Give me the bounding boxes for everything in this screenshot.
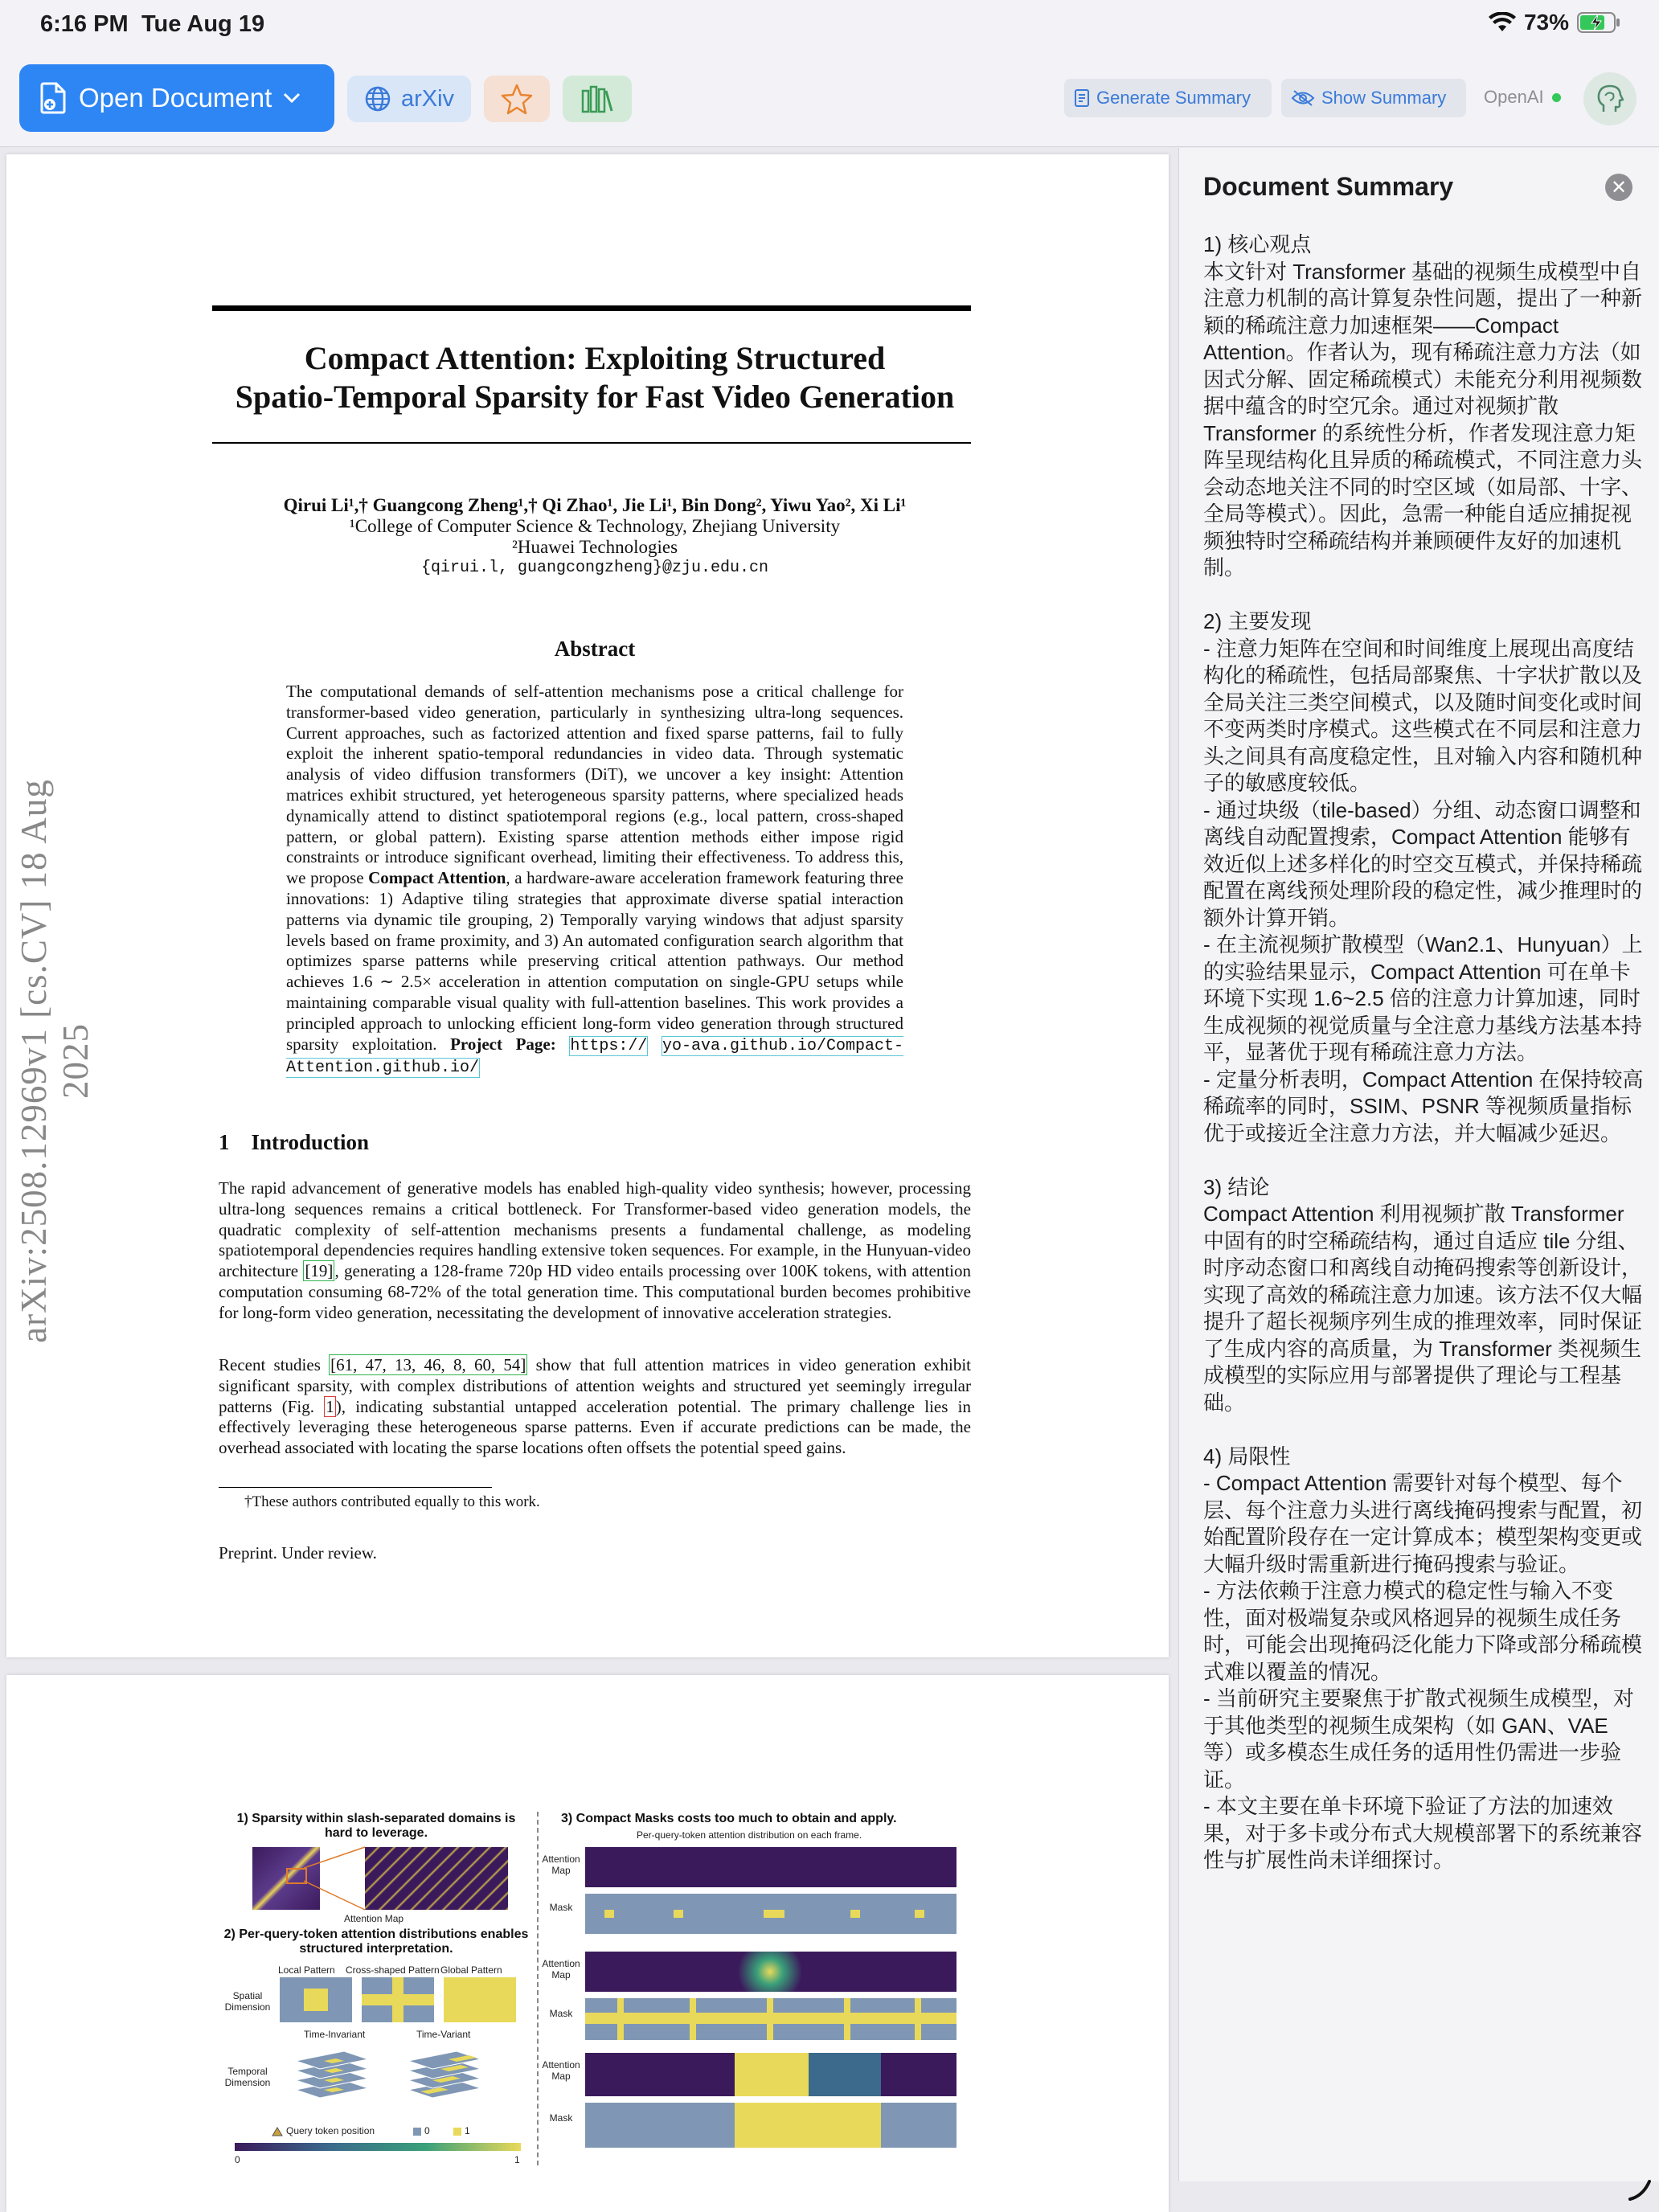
global-pattern-tile bbox=[444, 1977, 516, 2022]
temporal-stacks bbox=[280, 2042, 521, 2108]
author-email: {qirui.l, guangcongzheng}@zju.edu.cn bbox=[420, 559, 769, 577]
abstract-text-a: The computational demands of self-attention mechanisms pose a critical challenge for transformer-based video generation, particularly in synthesizing ultra-long sequences. Current approaches, such as factorized attention and fixed sparse patterns, fail to fully exploit the inherent spatio-temporal redundancies in video data. Through systematic analysis of video diffusion transformers (DiT), we uncover a key insight: Attention matrices exhibit structured, yet heterogeneous sparsity patterns, where specialized heads dynamically attend to distinct spatiotemporal regions (e.g., local pattern, cross-shaped pattern, or global pattern). Existing sparse attention methods either impose rigid constraints or introduce significant overhead, limiting their effectiveness. To address this, we propose bbox=[286, 682, 903, 888]
summary-content: 1) 核心观点 本文针对 Transformer 基础的视频生成模型中自注意力机制的高计算复杂性问题，提出了一种新颖的稀疏注意力加速框架——Compact Attention。作者认为，现有稀疏注意力方法（如因式分解、固定稀疏模式）未能充分利用视频数据中蕴含的时空冗余。通过对视频扩散 Transformer 的系统性分析，作者发现注意力矩阵呈现结构化且异质的稀疏模式，不同注意力头会动态地关注不同的时空区域（如局部、十字、全局等模式）。因此，急需一种能自适应捕捉视频独特时空稀疏结构并兼顾硬件友好的加速机制。 2) 主要发现 - 注意力矩阵在空间和时间维度上展现出高度结构化的稀疏性，包括局部聚焦、十字状扩散以及全局关注三类空间模式，以及随时间变化或时间不变两类时序模式。这些模式在不同层和注意力头之间具有高度稳定性，且对输入内容和随机种子的敏感度较低。 - 通过块级（tile-based）分组、动态窗口调整和离线自动配置搜索，Compact Attention 能够有效近似上述多样化的时空交互模式，并保持稀疏配置在离线预处理阶段的稳定性，减少推理时的额外计算开销。 - 在主流视频扩散模型（Wan2.1、Hunyuan）上的实验结果显示，Compact Attention 可在单卡环境下实现 1.6~2.5 倍的注意力计算加速，同时生成视频的视觉质量与全注意力基线方法基本持平，显著优于现有稀疏注意力方法。 - 定量分析表明，Compact Attention 在保持较高稀疏率的同时，SSIM、PSNR 等视频质量指标优于或接近全注意力方法，并大幅减少延迟。 3) 结论 Compact Attention 利用视频扩散 Transformer 中固有的时空稀疏结构，通过自适应 tile 分组、时序动态窗口和离线自动掩码搜索等创新设计，实现了高效的稀疏注意力加速。该方法不仅大幅提升了超长视频序列生成的推理效率，同时保证了生成内容的高质量，为 Transformer 类视频生成模型的实际应用与部署提供了理论与工程基础。 4) 局限性 - Compact Attention 需要针对每个模型、每个层、每个注意力头进行离线掩码搜索与配置，初始配置阶段存在一定计算成本；模型架构变更或大幅升级时需重新进行掩码搜索与验证。 - 方法依赖于注意力模式的稳定性与输入不变性，面对极端复杂或风格迥异的视频生成任务时，可能会出现掩码泛化能力下降或部分稀疏模式难以覆盖的情况。 - 当前研究主要聚焦于扩散式视频生成模型，对于其他类型的视频生成架构（如 GAN、VAE 等）或多模态生成任务的适用性仍需进一步验证。 - 本文主要在单卡环境下验证了方法的加速效果，对于多卡或分布式大规模部署下的系统兼容性与扩展性尚未详细探讨。 bbox=[1203, 232, 1644, 1872]
legend-1-label: 1 bbox=[465, 2125, 470, 2136]
abstract-text-b: , a hardware-aware acceleration framework featuring three innovations: 1) Adaptive tiling strategies that approximate diverse spatial interaction patterns via dynamic tile grouping, 2) Temporally varying windows that adjust sparsity levels based on frame proximity, and 3) An automated configuration search algorithm that optimizes sparse patterns while preserving critical attention pathways. Our method achieves 1.6 ∼ 2.5× acceleration in attention computation on single-GPU setups while maintaining comparable visual quality with full-attention baselines. This work provides a principled approach to unlocking efficient long-form video generation through structured sparsity exploitation. bbox=[286, 868, 903, 1054]
colorbar-min: 0 bbox=[235, 2154, 240, 2165]
generate-summary-button[interactable] bbox=[1064, 79, 1272, 117]
mask-strip-local bbox=[585, 1894, 956, 1934]
intro-text-2a: Recent studies bbox=[219, 1355, 330, 1374]
cross-pattern-tile bbox=[362, 1977, 434, 2022]
title-line-1: Compact Attention: Exploiting Structured bbox=[304, 340, 886, 376]
close-icon: ✕ bbox=[1610, 176, 1628, 199]
figure-1 bbox=[223, 1812, 963, 2165]
summary-title: Document Summary bbox=[1203, 172, 1454, 201]
zoom-lines bbox=[223, 1812, 529, 1916]
triangle-icon bbox=[272, 2127, 283, 2136]
openai-label: OpenAI bbox=[1484, 87, 1544, 107]
title-rule bbox=[212, 442, 971, 444]
library-button[interactable] bbox=[563, 76, 632, 122]
citation-link[interactable]: [19] bbox=[305, 1261, 334, 1281]
summary-panel bbox=[1178, 148, 1659, 2181]
wifi-icon bbox=[1489, 12, 1516, 33]
toolbar bbox=[0, 51, 1659, 147]
affiliation-1: ¹College of Computer Science & Technology, Zhejiang University bbox=[349, 516, 841, 536]
star-icon bbox=[501, 83, 533, 115]
abstract-heading: Abstract bbox=[554, 637, 636, 661]
globe-icon bbox=[364, 85, 391, 113]
favorite-button[interactable] bbox=[484, 76, 550, 122]
status-date: Tue Aug 19 bbox=[141, 11, 265, 37]
row-label-mask-1: Mask bbox=[549, 1902, 573, 1913]
intro-paragraph-1 bbox=[219, 1178, 971, 1324]
spatial-dimension-label: Spatial Dimension bbox=[224, 1990, 271, 2013]
row-label-attention-2: Attention Map bbox=[542, 1958, 580, 1981]
project-page-link[interactable]: https:// bbox=[570, 1036, 648, 1055]
intro-text-2b: show that full attention matrices in video generation exhibit significant sparsity, with complex distributions of attention weights and structured yet seemingly irregular patterns (Fig. bbox=[219, 1355, 971, 1416]
colorbar-max: 1 bbox=[514, 2154, 520, 2165]
paper-title bbox=[219, 339, 971, 416]
document-summary-icon bbox=[1074, 88, 1090, 108]
assistant-button[interactable] bbox=[1583, 72, 1636, 125]
eye-slash-icon bbox=[1291, 89, 1315, 107]
figure-link[interactable]: 1 bbox=[326, 1396, 334, 1416]
pdf-page-1[interactable] bbox=[6, 154, 1169, 1657]
panel-2-title: 2) Per-query-token attention distributions enables structured interpretation. bbox=[223, 1927, 529, 1956]
footnote-rule bbox=[219, 1487, 492, 1488]
intro-text-2c: ), indicating substantial untapped acceleration potential. The primary challenge lies in effectively leveraging these heterogeneous sparse patterns. Even if accurate predictions can be made, the overhead associated with locating the sparse locations often offsets the potential speed gains. bbox=[219, 1396, 971, 1458]
intro-text-1b: , generating a 128-frame 720p HD video entails processing over 100K tokens, with attention computation consuming 68-72% of the total generation time. This computational burden becomes prohibitive for long-form video generation, necessitating the development of innovative acceleration strategies. bbox=[219, 1261, 972, 1322]
project-page-label: Project Page: bbox=[450, 1034, 556, 1054]
intro-paragraph-2 bbox=[219, 1355, 971, 1459]
head-profile-icon bbox=[1594, 83, 1626, 115]
title-line-2: Spatio-Temporal Sparsity for Fast Video Generation bbox=[235, 379, 955, 415]
library-icon bbox=[580, 84, 614, 113]
legend-swatch-1 bbox=[453, 2128, 461, 2136]
battery-percent: 73% bbox=[1523, 10, 1569, 35]
arxiv-label: arXiv bbox=[400, 85, 455, 112]
attention-map-caption: Attention Map bbox=[344, 1913, 404, 1924]
document-add-icon bbox=[40, 82, 68, 114]
panel-1-title: 1) Sparsity within slash-separated domains is hard to leverage. bbox=[236, 1812, 516, 1840]
cross-pattern-label: Cross-shaped Pattern bbox=[346, 1964, 440, 1976]
close-summary-button[interactable] bbox=[1605, 174, 1632, 201]
temporal-dimension-label: Temporal Dimension bbox=[224, 2066, 271, 2088]
model-indicator bbox=[1484, 87, 1561, 108]
local-pattern-label: Local Pattern bbox=[278, 1964, 335, 1976]
preprint-note: Preprint. Under review. bbox=[219, 1543, 377, 1563]
footnote: †These authors contributed equally to this work. bbox=[244, 1493, 540, 1510]
abstract-body bbox=[286, 682, 903, 1079]
abstract-method-name: Compact Attention bbox=[368, 868, 506, 888]
status-right bbox=[1489, 10, 1620, 35]
open-document-label: Open Document bbox=[79, 83, 272, 113]
show-summary-label: Show Summary bbox=[1321, 88, 1447, 108]
legend-swatch-0 bbox=[413, 2128, 421, 2136]
attention-strip-global bbox=[585, 2053, 956, 2096]
time-invariant-label: Time-Invariant bbox=[304, 2029, 366, 2040]
row-label-mask-2: Mask bbox=[549, 2008, 573, 2019]
attention-strip-local bbox=[585, 1847, 956, 1887]
panel-3-subtitle: Per-query-token attention distribution on each frame. bbox=[637, 1829, 862, 1841]
resize-handle-icon[interactable] bbox=[1627, 2177, 1653, 2202]
intro-heading: 1 Introduction bbox=[219, 1130, 370, 1154]
generate-summary-label: Generate Summary bbox=[1096, 88, 1251, 108]
colorbar bbox=[235, 2143, 521, 2151]
status-time: 6:16 PM bbox=[40, 11, 129, 37]
status-bar bbox=[0, 0, 1659, 51]
status-dot bbox=[1552, 93, 1561, 102]
affiliation-2: ²Huawei Technologies bbox=[511, 537, 678, 557]
citation-links[interactable]: [61, 47, 13, 46, 8, 60, 54] bbox=[330, 1355, 526, 1374]
row-label-mask-3: Mask bbox=[549, 2112, 573, 2124]
open-document-button[interactable] bbox=[19, 64, 334, 132]
pdf-page-2[interactable] bbox=[6, 1675, 1169, 2212]
chevron-down-icon bbox=[283, 92, 301, 104]
legend-query-label: Query token position bbox=[286, 2125, 375, 2136]
arxiv-button[interactable] bbox=[347, 76, 471, 122]
legend-0-label: 0 bbox=[424, 2125, 430, 2136]
arxiv-identifier: arXiv:2508.12969v1 [cs.CV] 18 Aug 2025 bbox=[14, 779, 96, 1343]
mask-strip-cross bbox=[585, 1998, 956, 2040]
row-label-attention-1: Attention Map bbox=[542, 1854, 580, 1876]
local-pattern-tile bbox=[280, 1977, 352, 2022]
battery-charging-icon bbox=[1577, 11, 1620, 34]
author-list: Qirui Li¹,† Guangcong Zheng¹,† Qi Zhao¹, Jie Li¹, Bin Dong², Yiwu Yao², Xi Li¹ bbox=[283, 495, 907, 515]
time-variant-label: Time-Variant bbox=[416, 2029, 471, 2040]
panel-3-title: 3) Compact Masks costs too much to obtain and apply. bbox=[561, 1812, 897, 1825]
row-label-attention-3: Attention Map bbox=[542, 2059, 580, 2082]
global-pattern-label: Global Pattern bbox=[440, 1964, 502, 1976]
project-page-link-cont[interactable]: yo-ava.github.io/Compact-Attention.github.io/ bbox=[286, 1036, 903, 1078]
author-block bbox=[219, 495, 971, 579]
show-summary-button[interactable] bbox=[1281, 79, 1466, 117]
top-rule bbox=[212, 305, 971, 311]
intro-text-1a: The rapid advancement of generative models has enabled high-quality video synthesis; however, processing ultra-long sequences remains a critical bottleneck. For Transformer-based video generation models, the quadratic complexity of self-attention mechanisms presents a fundamental challenge, as modeling spatiotemporal dependencies requires handling extensive token sequences. For example, in the Hunyuan-video architecture bbox=[219, 1178, 971, 1281]
attention-strip-cross bbox=[585, 1952, 956, 1992]
mask-strip-global bbox=[585, 2103, 956, 2148]
